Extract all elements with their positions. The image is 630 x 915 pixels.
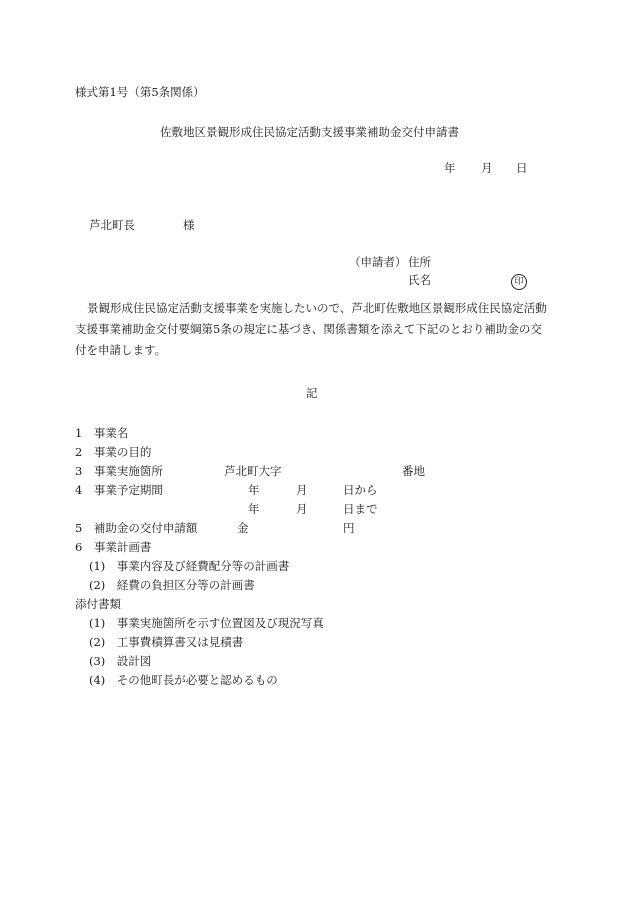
item-2-project-purpose: 2 事業の目的 [75,445,152,459]
item-4-end-month: 月 [296,502,308,516]
seal-label: 印 [511,274,527,290]
item-6-2: (2) 経費の負担区分等の計画書 [89,578,255,592]
item-6-1: (1) 事業内容及び経費配分等の計画書 [89,559,290,573]
addressee-honorific: 様 [183,218,195,232]
item-4-from: 日から [343,483,378,497]
item-6-project-plan: 6 事業計画書 [75,540,152,554]
attachments-heading: 添付書類 [75,597,121,611]
document-title: 佐敷地区景観形成住民協定活動支援事業補助金交付申請書 [160,125,459,139]
seal-mark [511,272,527,290]
date-day: 日 [516,161,528,175]
attachment-2: (2) 工事費積算書又は見積書 [89,635,244,649]
application-body: 景観形成住民協定活動支援事業を実施したいので、芦北町佐敷地区景観形成住民協定活動支援事業補助金交付要綱第5条の規定に基づき、関係書類を添えて下記のとおり補助金の交付を申請します。 [75,301,547,357]
addressee-name: 芦北町長 [89,218,135,232]
attachment-1: (1) 事業実施箇所を示す位置図及び現況写真 [89,616,324,630]
item-5-subsidy-amount: 5 補助金の交付申請額 [75,521,198,535]
applicant-address: 住所 [408,255,431,269]
item-3-place: 芦北町大字 [224,464,282,478]
item-4-project-period: 4 事業予定期間 [75,483,163,497]
applicant-label: （申請者） [349,255,407,269]
item-5-kin: 金 [237,521,249,535]
item-3-banchi: 番地 [402,464,425,478]
attachment-4: (4) その他町長が必要と認めるもの [89,673,278,687]
item-3-project-location: 3 事業実施箇所 [75,464,163,478]
date-month: 月 [481,161,493,175]
item-4-start-year: 年 [248,483,260,497]
attachment-3: (3) 設計図 [89,654,152,668]
applicant-name: 氏名 [408,273,431,287]
ki-heading: 記 [306,386,318,400]
item-1-project-name: 1 事業名 [75,426,129,440]
form-number: 様式第1号（第5条関係） [75,85,205,99]
item-5-yen: 円 [343,521,355,535]
item-4-end-year: 年 [248,502,260,516]
item-4-start-month: 月 [296,483,308,497]
date-year: 年 [444,161,456,175]
item-4-to: 日まで [343,502,378,516]
